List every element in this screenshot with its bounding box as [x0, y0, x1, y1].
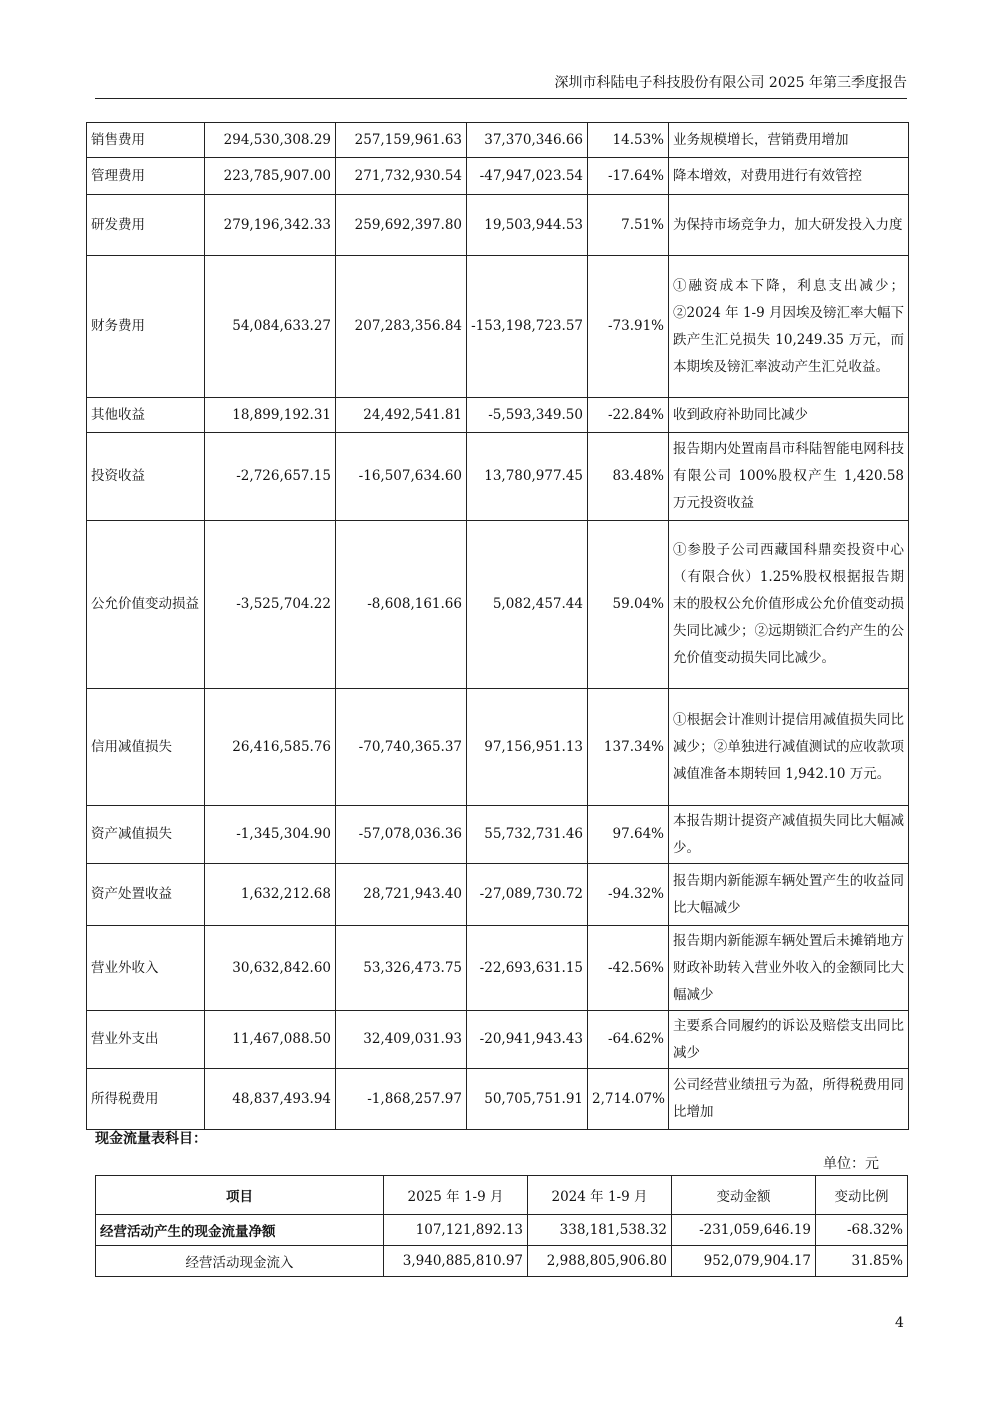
unit-label: 单位：元 — [823, 1156, 879, 1172]
prior-value: 28,721,943.40 — [336, 864, 467, 926]
current-value: 54,084,633.27 — [205, 256, 336, 398]
table-row — [87, 689, 909, 806]
column-header: 变动比例 — [816, 1176, 908, 1215]
item-name: 资产减值损失 — [87, 806, 205, 864]
change-reason: 公司经营业绩扭亏为盈，所得税费用同比增加 — [669, 1069, 909, 1130]
item-name: 公允价值变动损益 — [87, 521, 205, 689]
change-ratio: -42.56% — [588, 926, 669, 1011]
table-row — [87, 806, 909, 864]
table-row — [96, 1215, 908, 1246]
table-row — [87, 256, 909, 398]
change-amount: 97,156,951.13 — [467, 689, 588, 806]
change-ratio: -64.62% — [588, 1011, 669, 1069]
change-reason: ①参股子公司西藏国科鼎奕投资中心（有限合伙）1.25%股权根据报告期末的股权公允价值形成公允价值变动损失同比减少；②远期锁汇合约产生的公允价值变动损失同比减少。 — [669, 521, 909, 689]
change-ratio: -73.91% — [588, 256, 669, 398]
item-name: 所得税费用 — [87, 1069, 205, 1130]
table-row — [96, 1246, 908, 1277]
change-reason: 降本增效，对费用进行有效管控 — [669, 158, 909, 195]
change-ratio: 59.04% — [588, 521, 669, 689]
column-header: 2024 年 1-9 月 — [528, 1176, 672, 1215]
prior-value: 271,732,930.54 — [336, 158, 467, 195]
table-row — [87, 1069, 909, 1130]
item-name: 营业外收入 — [87, 926, 205, 1011]
current-value: 11,467,088.50 — [205, 1011, 336, 1069]
change-reason: 主要系合同履约的诉讼及赔偿支出同比减少 — [669, 1011, 909, 1069]
prior-value: 2,988,805,906.80 — [528, 1246, 672, 1277]
item-name: 销售费用 — [87, 123, 205, 158]
change-reason: ①根据会计准则计提信用减值损失同比减少；②单独进行减值测试的应收款项减值准备本期转回 1,942.10 万元。 — [669, 689, 909, 806]
change-ratio: 7.51% — [588, 195, 669, 256]
change-ratio: 2,714.07% — [588, 1069, 669, 1130]
prior-value: 32,409,031.93 — [336, 1011, 467, 1069]
cashflow-section-title: 现金流量表科目： — [95, 1131, 207, 1147]
current-value: 26,416,585.76 — [205, 689, 336, 806]
table-row — [87, 195, 909, 256]
prior-value: 338,181,538.32 — [528, 1215, 672, 1246]
change-ratio: -68.32% — [816, 1215, 908, 1246]
item-name: 投资收益 — [87, 433, 205, 521]
change-amount: 952,079,904.17 — [672, 1246, 816, 1277]
change-amount: 50,705,751.91 — [467, 1069, 588, 1130]
prior-value: 259,692,397.80 — [336, 195, 467, 256]
prior-value: 24,492,541.81 — [336, 398, 467, 433]
column-header: 项目 — [96, 1176, 384, 1215]
prior-value: 207,283,356.84 — [336, 256, 467, 398]
current-value: -3,525,704.22 — [205, 521, 336, 689]
item-name: 其他收益 — [87, 398, 205, 433]
current-value: 294,530,308.29 — [205, 123, 336, 158]
current-value: -1,345,304.90 — [205, 806, 336, 864]
item-name: 经营活动现金流入 — [96, 1246, 384, 1277]
change-amount: -20,941,943.43 — [467, 1011, 588, 1069]
current-value: 107,121,892.13 — [384, 1215, 528, 1246]
prior-value: -1,868,257.97 — [336, 1069, 467, 1130]
current-value: 48,837,493.94 — [205, 1069, 336, 1130]
change-amount: -27,089,730.72 — [467, 864, 588, 926]
prior-value: 53,326,473.75 — [336, 926, 467, 1011]
table-row — [87, 926, 909, 1011]
change-reason: 报告期内新能源车辆处置后未摊销地方财政补助转入营业外收入的金额同比大幅减少 — [669, 926, 909, 1011]
change-reason: 收到政府补助同比减少 — [669, 398, 909, 433]
item-name: 财务费用 — [87, 256, 205, 398]
change-ratio: 83.48% — [588, 433, 669, 521]
change-reason: 报告期内新能源车辆处置产生的收益同比大幅减少 — [669, 864, 909, 926]
table-row — [87, 158, 909, 195]
change-ratio: -17.64% — [588, 158, 669, 195]
current-value: 3,940,885,810.97 — [384, 1246, 528, 1277]
table-row — [87, 433, 909, 521]
item-name: 经营活动产生的现金流量净额 — [96, 1215, 384, 1246]
table-row — [87, 864, 909, 926]
prior-value: -57,078,036.36 — [336, 806, 467, 864]
change-amount: 55,732,731.46 — [467, 806, 588, 864]
change-ratio: 137.34% — [588, 689, 669, 806]
change-amount: -5,593,349.50 — [467, 398, 588, 433]
current-value: 279,196,342.33 — [205, 195, 336, 256]
change-amount: 37,370,346.66 — [467, 123, 588, 158]
report-header: 深圳市科陆电子科技股份有限公司 2025 年第三季度报告 — [95, 72, 907, 99]
column-header: 变动金额 — [672, 1176, 816, 1215]
change-amount: 19,503,944.53 — [467, 195, 588, 256]
change-amount: -231,059,646.19 — [672, 1215, 816, 1246]
current-value: -2,726,657.15 — [205, 433, 336, 521]
change-amount: 13,780,977.45 — [467, 433, 588, 521]
current-value: 1,632,212.68 — [205, 864, 336, 926]
column-header: 2025 年 1-9 月 — [384, 1176, 528, 1215]
current-value: 30,632,842.60 — [205, 926, 336, 1011]
change-amount: -22,693,631.15 — [467, 926, 588, 1011]
table-header-row — [96, 1176, 908, 1215]
cashflow-table — [95, 1175, 908, 1277]
table-row — [87, 123, 909, 158]
change-amount: -47,947,023.54 — [467, 158, 588, 195]
change-reason: 为保持市场竞争力，加大研发投入力度 — [669, 195, 909, 256]
change-ratio: -94.32% — [588, 864, 669, 926]
current-value: 223,785,907.00 — [205, 158, 336, 195]
current-value: 18,899,192.31 — [205, 398, 336, 433]
item-name: 营业外支出 — [87, 1011, 205, 1069]
change-reason: 本报告期计提资产减值损失同比大幅减少。 — [669, 806, 909, 864]
prior-value: -70,740,365.37 — [336, 689, 467, 806]
item-name: 研发费用 — [87, 195, 205, 256]
change-amount: -153,198,723.57 — [467, 256, 588, 398]
prior-value: -8,608,161.66 — [336, 521, 467, 689]
prior-value: 257,159,961.63 — [336, 123, 467, 158]
page-number: 4 — [895, 1315, 904, 1331]
table-row — [87, 1011, 909, 1069]
table-row — [87, 398, 909, 433]
change-ratio: 97.64% — [588, 806, 669, 864]
table-row — [87, 521, 909, 689]
change-ratio: 14.53% — [588, 123, 669, 158]
change-reason: 报告期内处置南昌市科陆智能电网科技有限公司 100%股权产生 1,420.58 万元投资收益 — [669, 433, 909, 521]
income-statement-table — [86, 122, 909, 1130]
change-reason: 业务规模增长，营销费用增加 — [669, 123, 909, 158]
item-name: 管理费用 — [87, 158, 205, 195]
change-ratio: 31.85% — [816, 1246, 908, 1277]
item-name: 资产处置收益 — [87, 864, 205, 926]
change-amount: 5,082,457.44 — [467, 521, 588, 689]
item-name: 信用减值损失 — [87, 689, 205, 806]
change-ratio: -22.84% — [588, 398, 669, 433]
prior-value: -16,507,634.60 — [336, 433, 467, 521]
change-reason: ①融资成本下降，利息支出减少；②2024 年 1-9 月因埃及镑汇率大幅下跌产生汇兑损失 10,249.35 万元，而本期埃及镑汇率波动产生汇兑收益。 — [669, 256, 909, 398]
